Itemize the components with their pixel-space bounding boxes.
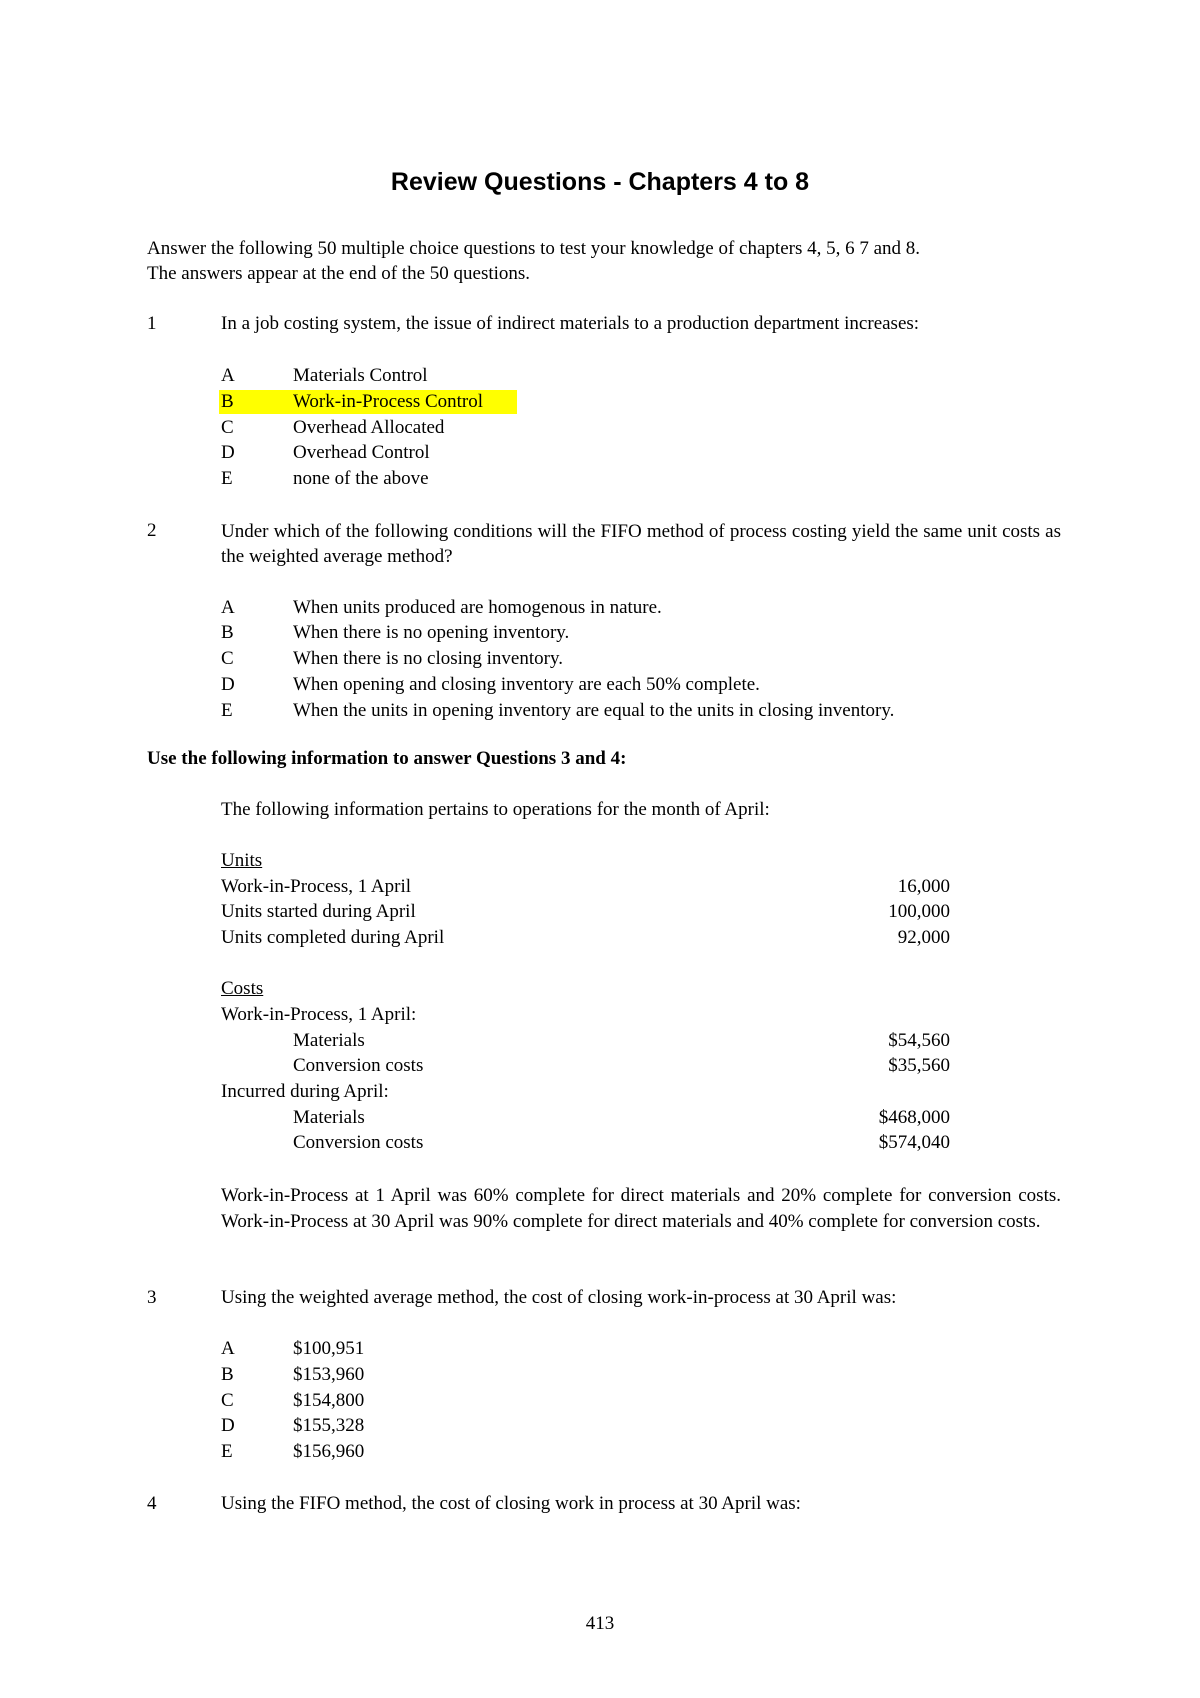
q3-text: Using the weighted average method, the cost of closing work-in-process at 30 April was: <box>221 1287 897 1308</box>
q2-option-e-letter: E <box>221 700 233 721</box>
q2-option-e-text: When the units in opening inventory are equal to the units in closing inventory. <box>293 700 895 721</box>
wip-conversion-label: Conversion costs <box>293 1055 424 1076</box>
q3-option-d-text: $155,328 <box>293 1415 365 1436</box>
incurred-label: Incurred during April: <box>221 1081 389 1102</box>
q2-number: 2 <box>147 520 157 541</box>
q3-option-b-letter: B <box>221 1364 234 1385</box>
info-heading: Use the following information to answer Questions 3 and 4: <box>147 748 627 769</box>
q1-option-e-text: none of the above <box>293 468 429 489</box>
intro-line-2: The answers appear at the end of the 50 questions. <box>147 263 531 284</box>
units-label: Units started during April <box>221 901 416 922</box>
q1-option-c-text: Overhead Allocated <box>293 417 445 438</box>
units-value: 100,000 <box>888 901 950 922</box>
q4-number: 4 <box>147 1493 157 1514</box>
q3-option-a-letter: A <box>221 1338 235 1359</box>
q2-option-d-text: When opening and closing inventory are each 50% complete. <box>293 674 760 695</box>
page-title: Review Questions - Chapters 4 to 8 <box>390 168 810 196</box>
wip-materials-label: Materials <box>293 1030 365 1051</box>
wip-conversion-value: $35,560 <box>888 1055 950 1076</box>
costs-heading: Costs <box>221 978 264 999</box>
q2-text: Under which of the following conditions will the FIFO method of process costing yield the same unit costs as the weighted average method? <box>221 521 1061 567</box>
q4-text: Using the FIFO method, the cost of closing work in process at 30 April was: <box>221 1493 801 1514</box>
q3-option-e-letter: E <box>221 1441 233 1462</box>
q3-option-e-text: $156,960 <box>293 1441 365 1462</box>
incurred-conversion-value: $574,040 <box>878 1132 950 1153</box>
q2-option-c-letter: C <box>221 648 234 669</box>
q3-option-c-text: $154,800 <box>293 1390 365 1411</box>
q1-option-a-letter: A <box>221 365 235 386</box>
q2-option-b-text: When there is no opening inventory. <box>293 622 570 643</box>
info-lead: The following information pertains to operations for the month of April: <box>221 799 770 820</box>
intro-line-1: Answer the following 50 multiple choice questions to test your knowledge of chapters 4, 5, 6 7 and 8. <box>147 238 921 259</box>
q2-option-c-text: When there is no closing inventory. <box>293 648 563 669</box>
units-heading: Units <box>221 850 263 871</box>
incurred-materials-label: Materials <box>293 1107 365 1128</box>
q1-text: In a job costing system, the issue of indirect materials to a production department increases: <box>221 313 920 334</box>
q3-number: 3 <box>147 1287 157 1308</box>
q1-option-d-letter: D <box>221 442 235 463</box>
incurred-materials-value: $468,000 <box>878 1107 950 1128</box>
q2-option-a-letter: A <box>221 597 235 618</box>
q1-option-a-text: Materials Control <box>293 365 428 386</box>
q1-option-b-text: Work-in-Process Control <box>293 391 484 412</box>
q1-option-b-letter: B <box>221 391 234 412</box>
q2-option-d-letter: D <box>221 674 235 695</box>
page-number: 413 <box>585 1613 615 1634</box>
units-value: 92,000 <box>897 927 950 948</box>
units-label: Work-in-Process, 1 April <box>221 876 412 897</box>
units-value: 16,000 <box>897 876 950 897</box>
q3-option-c-letter: C <box>221 1390 234 1411</box>
wip-costs-label: Work-in-Process, 1 April: <box>221 1004 417 1025</box>
q3-option-b-text: $153,960 <box>293 1364 365 1385</box>
wip-materials-value: $54,560 <box>888 1030 950 1051</box>
q3-option-d-letter: D <box>221 1415 235 1436</box>
units-label: Units completed during April <box>221 927 445 948</box>
q3-option-a-text: $100,951 <box>293 1338 365 1359</box>
q2-option-a-text: When units produced are homogenous in nature. <box>293 597 662 618</box>
q1-number: 1 <box>147 313 157 334</box>
q2-option-b-letter: B <box>221 622 234 643</box>
q1-option-e-letter: E <box>221 468 233 489</box>
q1-option-c-letter: C <box>221 417 234 438</box>
q1-option-d-text: Overhead Control <box>293 442 430 463</box>
completion-note: Work-in-Process at 1 April was 60% complete for direct materials and 20% complete for conversion costs. Work-in-Process at 30 April was 90% complete for direct materials and 40% complete for conversion costs. <box>221 1185 1061 1232</box>
incurred-conversion-label: Conversion costs <box>293 1132 424 1153</box>
